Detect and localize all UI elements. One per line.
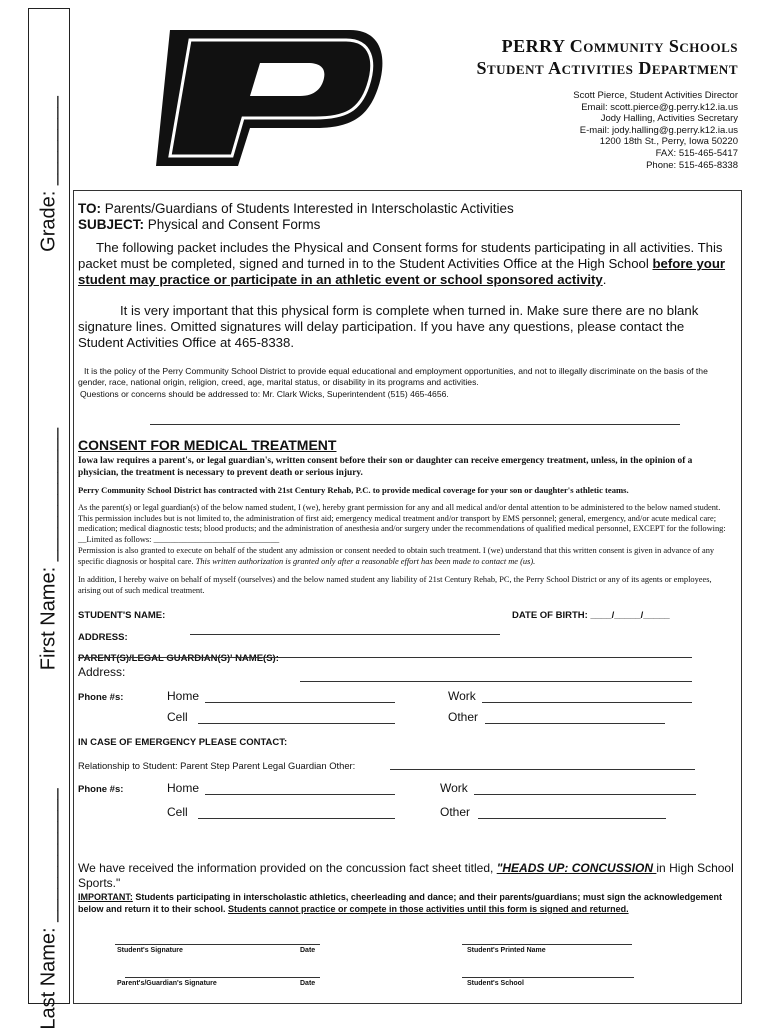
school-label: Student's School: [467, 980, 524, 987]
cell-label: Cell: [167, 710, 188, 724]
address2-field[interactable]: [300, 681, 692, 682]
important-label: IMPORTANT:: [78, 892, 133, 902]
other-label: Other: [448, 710, 479, 724]
consent-body-2: [78, 546, 734, 567]
other-field[interactable]: [485, 723, 665, 724]
header-title: PERRY Community Schools: [501, 36, 738, 56]
address-field[interactable]: [190, 634, 500, 635]
consent-body-2a: Permission is also granted to execute on behalf of the student any admission or consent needed to obtain such treatment. I (we) understand that this written consent is given in advance of any specific diagnosis or hospital care.: [78, 546, 715, 566]
student-signature-label: Student's Signature: [117, 947, 183, 954]
first-name-label: First Name: ____________: [37, 427, 60, 671]
school-logo: [150, 18, 390, 168]
contact-line: Phone: 515-465-8338: [646, 159, 738, 171]
school-field[interactable]: [462, 977, 634, 978]
policy-contact: Questions or concerns should be addressed to: Mr. Clark Wicks, Superintendent (515) 465-4656.: [80, 389, 449, 399]
address2-label: Address:: [78, 665, 126, 679]
important-note: [78, 892, 736, 915]
date-label: Date: [300, 947, 316, 954]
emergency-work-label: Work: [440, 781, 468, 795]
emergency-other-label: Other: [440, 805, 471, 819]
home-label: Home: [167, 689, 200, 703]
parent-date-label: Date: [300, 980, 316, 987]
contact-block: [438, 90, 738, 171]
waiver-text: In addition, I hereby waive on behalf of myself (ourselves) and the below named student any liability of 21st Century Rehab, PC, the Perry School District or any of its agents or employees, arising out of such medical treatment.: [78, 575, 712, 595]
concussion-title: "HEADS UP: CONCUSSION: [496, 861, 657, 875]
contact-line: FAX: 515-465-5417: [655, 147, 738, 159]
printed-name-field[interactable]: [462, 944, 632, 945]
grade-label: Grade: ________: [37, 96, 60, 252]
relationship-label: Relationship to Student: Parent Step Parent Legal Guardian Other:: [78, 760, 356, 771]
intro-emphasis: before your student may practice or participate in an athletic event or school sponsored activity: [78, 256, 726, 287]
to-text: Parents/Guardians of Students Interested in Interscholastic Activities: [104, 201, 514, 216]
contact-line: 1200 18th St., Perry, Iowa 50220: [599, 136, 738, 148]
emergency-cell-label: Cell: [167, 805, 188, 819]
contract-text: Perry Community School District has contracted with 21st Century Rehab, P.C. to provide medical coverage for your son or daughter's athletic teams.: [78, 485, 629, 495]
cell-field[interactable]: [198, 723, 395, 724]
contact-line: Email: scott.pierce@g.perry.k12.ia.us: [581, 101, 738, 113]
subject-text: Physical and Consent Forms: [147, 217, 321, 232]
consent-heading: CONSENT FOR MEDICAL TREATMENT: [78, 437, 337, 453]
work-label: Work: [448, 689, 476, 703]
parent-signature-label: Parent's/Guardian's Signature: [117, 980, 217, 987]
consent-body-2b: This written authorization is granted only after a reasonable effort has been made to contact me (us).: [195, 556, 536, 566]
contact-line: Jody Halling, Activities Secretary: [600, 113, 738, 125]
sidebar-box: [28, 8, 70, 1030]
memo-subject: [78, 217, 728, 233]
phones-label: Phone #s:: [78, 692, 124, 703]
student-name-label: STUDENT'S NAME:: [78, 610, 166, 621]
emergency-home-field[interactable]: [205, 794, 395, 795]
header-subtitle: Student Activities Department: [476, 58, 738, 78]
printed-name-label: Student's Printed Name: [467, 947, 546, 954]
important-emphasis: Students cannot practice or compete in those activities until this form is signed and returned.: [228, 903, 629, 914]
dob-label[interactable]: DATE OF BIRTH: ____/_____/_____: [512, 610, 670, 621]
student-signature-field[interactable]: [115, 944, 320, 945]
to-label: TO:: [78, 201, 101, 216]
relationship-field[interactable]: [390, 769, 695, 770]
guardian-field[interactable]: [78, 657, 692, 658]
contact-line: Scott Pierce, Student Activities Director: [573, 90, 738, 101]
address-label: ADDRESS:: [78, 632, 128, 643]
parent-signature-field[interactable]: [125, 977, 320, 978]
physical-paragraph: It is very important that this physical form is complete when turned in. Make sure there are no blank signature lines. Omitted signatures will delay participation. If you have any questions, please contact the Student Activities Office at 465-8338.: [78, 303, 699, 350]
work-field[interactable]: [482, 702, 692, 703]
memo-to: [78, 201, 728, 217]
important-text: Students participating in interscholastic athletics, cheerleading and dance; and their parents/guardians; must sign the acknowledgement below and return it to their school.: [78, 892, 722, 914]
home-field[interactable]: [205, 702, 395, 703]
concussion-text: We have received the information provided on the concussion fact sheet titled,: [78, 861, 497, 875]
intro-text: The following packet includes the Physical and Consent forms for students participating in all activities. This packet must be completed, signed and turned in to the Student Activities Office at the High School: [78, 240, 723, 271]
consent-body: As the parent(s) or legal guardian(s) of the below named student, I (we), hereby grant permission for any and all medical and/or dental attention to be administered to the below named student. This permission includes but is not limited to, the administration of first aid; emergency medical treatment and/or transport by EMS personnel; general, emergency, and/or acute medical care; medication; medical diagnostic tests; blood products; and the administration of anesthesia and/or surgery under the recommendations of qualified medical personnel, EXCEPT for the following: __Limited as follows: ______________________________: [78, 503, 726, 544]
emergency-phones-label: Phone #s:: [78, 784, 124, 795]
intro-paragraph: The following packet includes the Physical and Consent forms for students participating in all activities. This packet must be completed, signed and turned in to the Student Activities Office at the High School before your student may practice or participate in an athletic event or school sponsored activity.: [78, 240, 726, 287]
emergency-other-field[interactable]: [478, 818, 666, 819]
emergency-cell-field[interactable]: [198, 818, 395, 819]
divider: [150, 424, 680, 425]
subject-label: SUBJECT:: [78, 217, 145, 232]
emergency-work-field[interactable]: [474, 794, 696, 795]
concussion-text-2: in High School Sports.": [78, 861, 734, 890]
contact-line: E-mail: jody.halling@g.perry.k12.ia.us: [579, 124, 738, 136]
last-name-label: Last Name: ____________: [37, 788, 60, 1030]
guardian-label: PARENT(S)/LEGAL GUARDIAN(S)' NAME(S):: [78, 653, 279, 664]
emergency-home-label: Home: [167, 781, 200, 795]
concussion-statement: [78, 861, 736, 891]
emergency-label: IN CASE OF EMERGENCY PLEASE CONTACT:: [78, 737, 288, 748]
iowa-law-text: Iowa law requires a parent's, or legal guardian's, written consent before their son or daughter can receive emergency treatment, unless, in the opinion of a physician, the treatment is necessary to prevent death or serious injury.: [78, 456, 693, 478]
policy-text: It is the policy of the Perry Community School District to provide equal educational and employment opportunities, and not to illegally discriminate on the basis of the gender, race, national origin, religion, creed, age, marital status, or disability in its programs and activities.: [78, 366, 708, 387]
